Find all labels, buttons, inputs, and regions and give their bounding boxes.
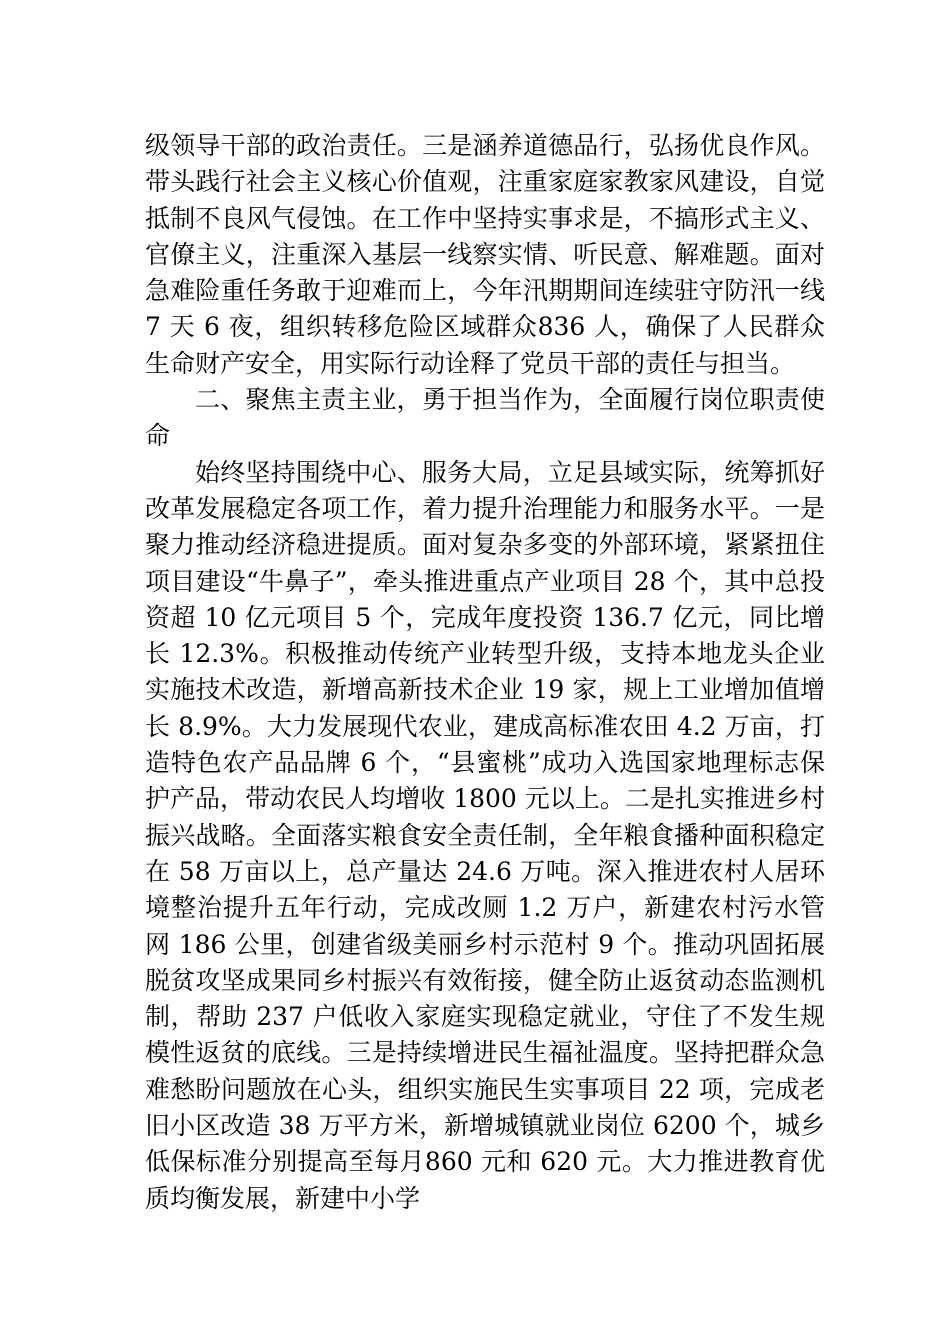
paragraph-political-responsibility: 级领导干部的政治责任。三是涵养道德品行，弘扬优良作风。带头践行社会主义核心价值观，注重家庭家教家风建设，自觉抵制不良风气侵蚀。在工作中坚持实事求是，不搞形式主义、官僚主义，注重深入基层一线察实情、听民意、解难题。面对急难险重任务敢于迎难而上，今年汛期期间连续驻守防汛一线 7 天 6 夜，组织转移危险区域群众836 人，确保了人民群众生命财产安全，用实际行动诠释了党员干部的责任与担当。 xyxy=(145,131,825,378)
document-body xyxy=(145,128,825,1217)
section-heading-two: 二、聚焦主责主业，勇于担当作为，全面履行岗位职责使命 xyxy=(145,385,825,451)
paragraph-main-duties: 始终坚持围绕中心、服务大局，立足县域实际，统筹抓好改革发展稳定各项工作，着力提升治理能力和服务水平。一是聚力推动经济稳进提质。面对复杂多变的外部环境，紧紧扭住项目建设“牛鼻子”，牵头推进重点产业项目 28 个，其中总投资超 10 亿元项目 5 个，完成年度投资 136.7 亿元，同比增长 12.3%。积极推动传统产业转型升级，支持本地龙头企业实施技术改造，新增高新技术企业 19 家，规上工业增加值增长 8.9%。大力发展现代农业，建成高标准农田 4.2 万亩，打造特色农产品品牌 6 个，“县蜜桃”成功入选国家地理标志保护产品，带动农民人均增收 1800 元以上。二是扎实推进乡村振兴战略。全面落实粮食安全责任制，全年粮食播种面积稳定在 58 万亩以上，总产量达 24.6 万吨。深入推进农村人居环境整治提升五年行动，完成改厕 1.2 万户，新建农村污水管网 186 公里，创建省级美丽乡村示范村 9 个。推动巩固拓展脱贫攻坚成果同乡村振兴有效衔接，健全防止返贫动态监测机制，帮助 237 户低收入家庭实现稳定就业，守住了不发生规模性返贫的底线。三是持续增进民生福祉温度。坚持把群众急难愁盼问题放在心头，组织实施民生实事项目 22 项，完成老旧小区改造 38 万平方米，新增城镇就业岗位 6200 个，城乡低保标准分别提高至每月860 元和 620 元。大力推进教育优质均衡发展，新建中小学 xyxy=(145,457,825,1213)
